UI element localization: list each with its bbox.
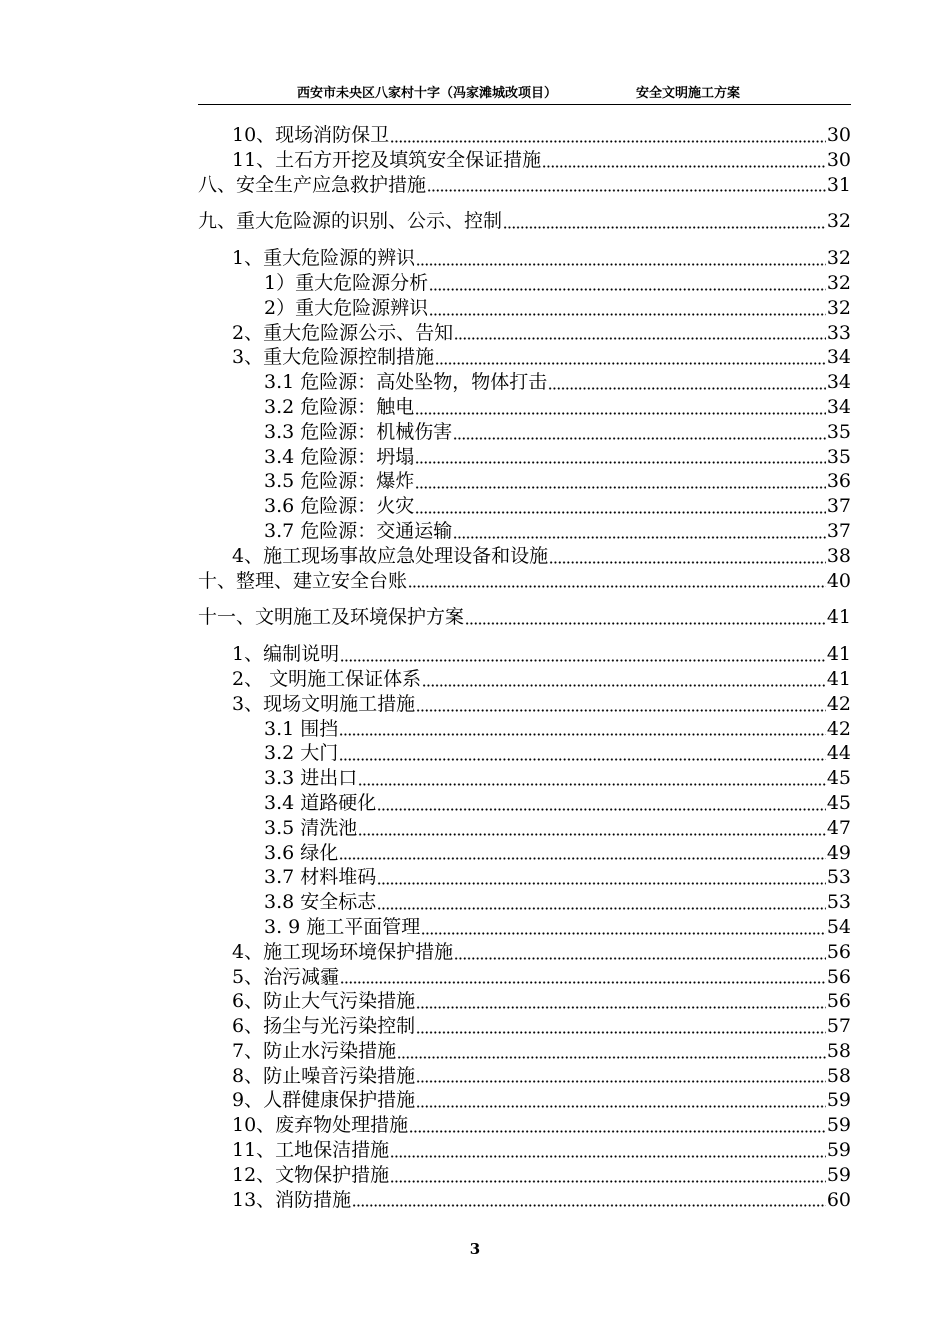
toc-entry[interactable] xyxy=(198,345,851,370)
toc-entry-title: 九、重大危险源的识别、公示、控制 xyxy=(198,210,503,233)
toc-entry-page: 32 xyxy=(826,210,851,233)
toc-entry-title: 2）重大危险源辨识 xyxy=(264,296,429,319)
toc-entry-page: 30 xyxy=(826,124,851,146)
toc-entry-page: 60 xyxy=(826,1188,851,1211)
toc-entry[interactable] xyxy=(198,1163,851,1188)
toc-entry-page: 32 xyxy=(826,247,851,270)
toc-entry-title: 3.7 危险源：交通运输 xyxy=(264,519,453,542)
toc-entry-title: 4、施工现场事故应急处理设备和设施 xyxy=(232,544,549,567)
toc-entry-title: 12、文物保护措施 xyxy=(232,1163,390,1186)
toc-entry-page: 37 xyxy=(826,495,851,518)
toc-entry-page: 45 xyxy=(826,791,851,814)
toc-entry-title: 1、重大危险源的辨识 xyxy=(232,247,416,270)
toc-entry-page: 56 xyxy=(826,965,851,988)
toc-entry[interactable] xyxy=(198,841,851,866)
toc-dot-leader xyxy=(408,585,826,588)
toc-entry-page: 32 xyxy=(826,296,851,319)
toc-entry-title: 2、 文明施工保证体系 xyxy=(232,667,422,690)
toc-entry[interactable] xyxy=(198,965,851,990)
toc-dot-leader xyxy=(453,437,826,440)
toc-entry[interactable] xyxy=(198,1138,851,1163)
toc-entry-title: 3.7 材料堆码 xyxy=(264,866,377,889)
toc-entry[interactable] xyxy=(198,1039,851,1064)
toc-entry-title: 3.5 危险源：爆炸 xyxy=(264,470,415,493)
toc-entry[interactable] xyxy=(198,246,851,271)
toc-entry-title: 5、治污减霾 xyxy=(232,965,340,988)
toc-entry-page: 56 xyxy=(826,990,851,1013)
toc-entry[interactable] xyxy=(198,1113,851,1138)
toc-dot-leader xyxy=(390,1155,826,1158)
toc-entry[interactable] xyxy=(198,395,851,420)
toc-entry[interactable] xyxy=(198,1014,851,1039)
toc-entry-page: 54 xyxy=(826,915,851,938)
toc-entry-page: 59 xyxy=(826,1163,851,1186)
toc-entry[interactable] xyxy=(198,1188,851,1213)
toc-dot-leader xyxy=(339,733,826,736)
toc-entry[interactable] xyxy=(198,494,851,519)
toc-dot-leader xyxy=(390,140,826,143)
toc-entry-page: 30 xyxy=(826,148,851,171)
toc-entry-title: 3.8 安全标志 xyxy=(264,891,377,914)
toc-entry-page: 53 xyxy=(826,891,851,914)
toc-dot-leader xyxy=(427,189,826,192)
toc-entry[interactable] xyxy=(198,173,851,198)
toc-dot-leader xyxy=(340,981,826,984)
toc-entry-page: 41 xyxy=(826,606,851,629)
toc-entry-page: 34 xyxy=(826,395,851,418)
toc-entry-page: 47 xyxy=(826,816,851,839)
toc-dot-leader xyxy=(503,226,826,229)
toc-dot-leader xyxy=(397,1056,826,1059)
toc-dot-leader xyxy=(429,313,826,316)
toc-entry-title: 3.2 危险源：触电 xyxy=(264,395,415,418)
toc-dot-leader xyxy=(415,486,826,489)
toc-entry-title: 3.6 绿化 xyxy=(264,841,339,864)
toc-entry[interactable] xyxy=(198,209,851,234)
toc-entry-title: 3、重大危险源控制措施 xyxy=(232,346,435,369)
toc-entry-page: 34 xyxy=(826,371,851,394)
toc-entry-title: 10、现场消防保卫 xyxy=(232,124,390,146)
page-header xyxy=(200,80,850,102)
toc-dot-leader xyxy=(377,808,826,811)
toc-entry-page: 31 xyxy=(826,173,851,196)
toc-entry-page: 38 xyxy=(826,544,851,567)
toc-entry-page: 59 xyxy=(826,1114,851,1137)
toc-entry-title: 6、防止大气污染措施 xyxy=(232,990,416,1013)
toc-entry[interactable] xyxy=(198,667,851,692)
toc-dot-leader xyxy=(358,833,826,836)
toc-entry-page: 59 xyxy=(826,1139,851,1162)
toc-entry[interactable] xyxy=(198,816,851,841)
toc-dot-leader xyxy=(549,561,826,564)
toc-entry-title: 10、废弃物处理措施 xyxy=(232,1114,409,1137)
toc-dot-leader xyxy=(435,362,826,365)
toc-dot-leader xyxy=(416,1031,826,1034)
toc-entry[interactable] xyxy=(198,791,851,816)
toc-dot-leader xyxy=(377,882,826,885)
toc-dot-leader xyxy=(352,1204,826,1207)
toc-entry[interactable] xyxy=(198,915,851,940)
toc-dot-leader xyxy=(453,536,826,539)
toc-entry-title: 3.1 危险源：高处坠物，物体打击 xyxy=(264,371,548,394)
toc-entry-title: 11、土石方开挖及填筑安全保证措施 xyxy=(232,148,542,171)
toc-entry-title: 4、施工现场环境保护措施 xyxy=(232,940,454,963)
toc-dot-leader xyxy=(422,684,826,687)
toc-entry[interactable] xyxy=(198,296,851,321)
header-rule xyxy=(198,104,851,105)
toc-dot-leader xyxy=(454,957,826,960)
toc-dot-leader xyxy=(416,1080,826,1083)
toc-entry-title: 13、消防措施 xyxy=(232,1188,352,1211)
toc-entry-page: 33 xyxy=(826,321,851,344)
toc-entry-title: 3.3 进出口 xyxy=(264,767,358,790)
toc-dot-leader xyxy=(409,1130,826,1133)
toc-entry-page: 34 xyxy=(826,346,851,369)
toc-dot-leader xyxy=(416,1006,826,1009)
toc-entry[interactable] xyxy=(198,1088,851,1113)
toc-entry[interactable] xyxy=(198,321,851,346)
toc-entry-page: 37 xyxy=(826,519,851,542)
toc-dot-leader xyxy=(416,263,826,266)
toc-entry[interactable] xyxy=(198,865,851,890)
toc-entry-page: 57 xyxy=(826,1015,851,1038)
toc-entry[interactable] xyxy=(198,717,851,742)
toc-entry-page: 44 xyxy=(826,742,851,765)
toc-dot-leader xyxy=(377,907,826,910)
toc-entry[interactable] xyxy=(198,940,851,965)
toc-entry-page: 35 xyxy=(826,420,851,443)
toc-entry[interactable] xyxy=(198,569,851,594)
toc-entry-title: 7、防止水污染措施 xyxy=(232,1039,397,1062)
toc-dot-leader xyxy=(339,758,826,761)
toc-entry[interactable] xyxy=(198,692,851,717)
toc-entry-page: 49 xyxy=(826,841,851,864)
toc-entry-title: 1）重大危险源分析 xyxy=(264,271,429,294)
toc-entry-page: 36 xyxy=(826,470,851,493)
toc-entry-page: 35 xyxy=(826,445,851,468)
toc-dot-leader xyxy=(416,1105,826,1108)
toc-entry-page: 59 xyxy=(826,1089,851,1112)
toc-entry-page: 58 xyxy=(826,1064,851,1087)
toc-dot-leader xyxy=(358,783,826,786)
page-number: 3 xyxy=(469,1240,481,1258)
toc-entry[interactable] xyxy=(198,766,851,791)
toc-entry[interactable] xyxy=(198,1064,851,1089)
toc-entry-page: 32 xyxy=(826,271,851,294)
toc-dot-leader xyxy=(465,622,826,625)
toc-entry[interactable] xyxy=(198,519,851,544)
header-project-title: 西安市未央区八家村十字（冯家滩城改项目） xyxy=(297,86,558,101)
toc-dot-leader xyxy=(390,1180,826,1183)
toc-entry[interactable] xyxy=(198,370,851,395)
toc-entry-title: 3.2 大门 xyxy=(264,742,339,765)
toc-entry-title: 十一、文明施工及环境保护方案 xyxy=(198,606,465,629)
toc-entry-title: 9、人群健康保护措施 xyxy=(232,1089,416,1112)
toc-entry-page: 58 xyxy=(826,1039,851,1062)
toc-dot-leader xyxy=(415,461,826,464)
toc-entry-title: 3.4 道路硬化 xyxy=(264,791,377,814)
toc-entry-title: 1、编制说明 xyxy=(232,643,340,666)
table-of-contents xyxy=(198,123,851,1212)
header-document-title: 安全文明施工方案 xyxy=(636,86,741,101)
toc-entry[interactable] xyxy=(198,605,851,630)
toc-entry-title: 3. 9 施工平面管理 xyxy=(264,915,421,938)
toc-entry-page: 41 xyxy=(826,643,851,666)
toc-entry-title: 3.4 危险源：坍塌 xyxy=(264,445,415,468)
toc-entry-title: 3.5 清洗池 xyxy=(264,816,358,839)
toc-dot-leader xyxy=(416,709,826,712)
toc-dot-leader xyxy=(339,857,826,860)
toc-entry-title: 3.6 危险源：火灾 xyxy=(264,495,415,518)
toc-dot-leader xyxy=(542,165,826,168)
toc-entry-title: 3、现场文明施工措施 xyxy=(232,692,416,715)
toc-entry-title: 八、安全生产应急救护措施 xyxy=(198,173,427,196)
toc-entry[interactable] xyxy=(198,148,851,173)
toc-entry-page: 53 xyxy=(826,866,851,889)
toc-entry[interactable] xyxy=(198,271,851,296)
toc-entry[interactable] xyxy=(198,642,851,667)
toc-entry[interactable] xyxy=(198,469,851,494)
toc-entry[interactable] xyxy=(198,989,851,1014)
toc-entry[interactable] xyxy=(198,445,851,470)
toc-entry-title: 十、整理、建立安全台账 xyxy=(198,569,408,592)
toc-entry-title: 8、防止噪音污染措施 xyxy=(232,1064,416,1087)
toc-entry-title: 2、重大危险源公示、告知 xyxy=(232,321,454,344)
toc-entry[interactable] xyxy=(198,420,851,445)
toc-entry[interactable] xyxy=(198,741,851,766)
toc-entry-title: 6、扬尘与光污染控制 xyxy=(232,1015,416,1038)
toc-dot-leader xyxy=(548,387,826,390)
toc-entry[interactable] xyxy=(198,890,851,915)
toc-dot-leader xyxy=(421,932,826,935)
toc-entry-page: 42 xyxy=(826,717,851,740)
toc-entry[interactable] xyxy=(198,123,851,148)
toc-entry-page: 42 xyxy=(826,692,851,715)
toc-entry-title: 11、工地保洁措施 xyxy=(232,1139,390,1162)
toc-dot-leader xyxy=(340,659,826,662)
toc-dot-leader xyxy=(454,337,826,340)
toc-entry-page: 56 xyxy=(826,940,851,963)
toc-dot-leader xyxy=(429,288,826,291)
toc-entry-page: 45 xyxy=(826,767,851,790)
toc-entry[interactable] xyxy=(198,544,851,569)
toc-dot-leader xyxy=(415,511,826,514)
toc-entry-page: 41 xyxy=(826,667,851,690)
toc-entry-page: 40 xyxy=(826,569,851,592)
toc-entry-title: 3.3 危险源：机械伤害 xyxy=(264,420,453,443)
toc-dot-leader xyxy=(415,412,826,415)
toc-entry-title: 3.1 围挡 xyxy=(264,717,339,740)
